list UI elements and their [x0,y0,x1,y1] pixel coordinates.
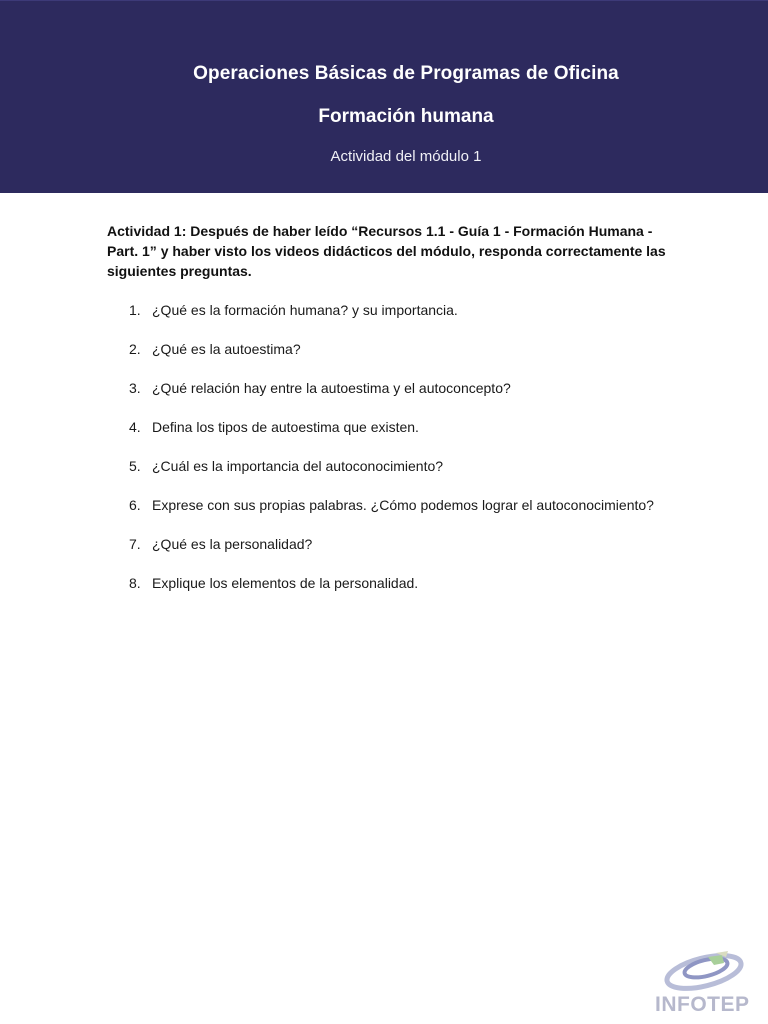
course-title: Operaciones Básicas de Programas de Oficina [193,63,619,84]
module-label: Actividad del módulo 1 [330,148,482,165]
logo-text: INFOTEP [655,993,750,1016]
question-number: 5. [129,458,141,474]
question-text: Defina los tipos de autoestima que existen. [152,419,419,435]
question-item [107,418,667,437]
question-number: 8. [129,575,141,591]
question-text: ¿Qué relación hay entre la autoestima y el autoconcepto? [152,380,511,396]
question-number: 4. [129,419,141,435]
question-item [107,340,667,359]
question-number: 2. [129,341,141,357]
question-item [107,301,667,320]
globe-icon [664,945,746,993]
question-number: 3. [129,380,141,396]
question-text: ¿Qué es la formación humana? y su importancia. [152,302,458,318]
question-text: ¿Qué es la personalidad? [152,536,313,552]
activity-intro: Actividad 1: Después de haber leído “Recursos 1.1 - Guía 1 - Formación Humana - Part. 1” y haber visto los videos didácticos del módulo, responda correctamente las siguientes preguntas. [107,223,666,279]
question-number: 1. [129,302,141,318]
question-item [107,379,667,398]
question-text: Exprese con sus propias palabras. ¿Cómo podemos lograr el autoconocimiento? [152,497,654,513]
question-item [107,574,667,593]
question-text: Explique los elementos de la personalidad. [152,575,419,591]
question-text: ¿Qué es la autoestima? [152,341,301,357]
question-number: 6. [129,497,141,513]
question-item [107,457,667,476]
question-item [107,535,667,554]
question-text: ¿Cuál es la importancia del autoconocimiento? [152,458,444,474]
activity-content [107,221,667,613]
question-item [107,496,667,515]
question-number: 7. [129,536,141,552]
course-subtitle: Formación humana [318,106,494,127]
infotep-logo [650,945,760,1020]
header-banner [0,0,768,193]
questions-list [107,301,667,593]
